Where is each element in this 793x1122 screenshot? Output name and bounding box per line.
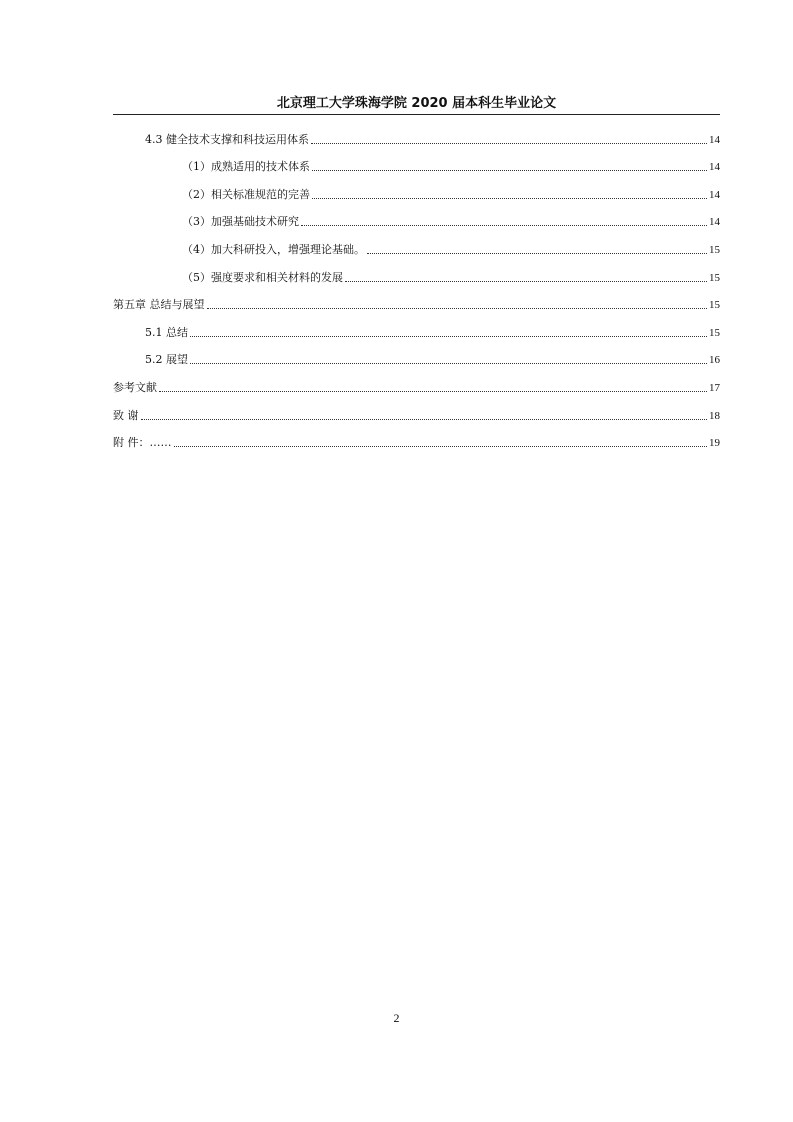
toc-entry[interactable] [113, 202, 720, 230]
toc-leader-dots [311, 142, 707, 144]
toc-leader-dots [159, 390, 707, 392]
toc-entry-page: 18 [709, 409, 720, 422]
toc-entry-page: 14 [709, 133, 720, 146]
toc-entry-page: 15 [709, 271, 720, 284]
toc-leader-dots [312, 197, 707, 199]
toc-leader-dots [190, 335, 707, 337]
toc-entry-title: （3）加强基础技术研究 [182, 215, 299, 229]
toc-entry-page: 14 [709, 216, 720, 229]
toc-entry-title: （1）成熟适用的技术体系 [182, 160, 310, 174]
toc-entry-page: 15 [709, 299, 720, 312]
toc-entry[interactable] [113, 340, 720, 368]
page-number: 2 [393, 1011, 400, 1025]
toc-entry[interactable] [113, 174, 720, 202]
toc-entry[interactable] [113, 285, 720, 313]
toc-entry-title: 附 件：…… [113, 436, 172, 450]
toc-entry-page: 15 [709, 326, 720, 339]
toc-entry-title: 参考文献 [113, 380, 157, 394]
running-header [113, 92, 720, 115]
toc-leader-dots [367, 252, 707, 254]
toc-entry-title: （2）相关标准规范的完善 [182, 187, 310, 201]
toc-entry-page: 15 [709, 243, 720, 256]
toc-entry-title: 5.2 展望 [145, 353, 188, 367]
toc-entry-page: 17 [709, 381, 720, 394]
toc-leader-dots [301, 224, 707, 226]
toc-entry-title: 第五章 总结与展望 [113, 298, 205, 312]
toc-leader-dots [174, 445, 708, 447]
toc-leader-dots [207, 307, 708, 309]
toc-leader-dots [190, 362, 707, 364]
toc-entry[interactable] [113, 119, 720, 147]
toc-entry-title: 5.1 总结 [145, 325, 188, 339]
toc-leader-dots [141, 418, 708, 420]
toc-entry[interactable] [113, 229, 720, 257]
toc-entry[interactable] [113, 147, 720, 175]
toc-entry-title: （4）加大科研投入，增强理论基础。 [182, 242, 365, 256]
header-title: 北京理工大学珠海学院 2020 届本科生毕业论文 [276, 96, 557, 111]
toc-entry[interactable] [113, 367, 720, 395]
toc-entry[interactable] [113, 423, 720, 451]
toc-entry-page: 19 [709, 437, 720, 450]
toc-entry-title: （5）强度要求和相关材料的发展 [182, 270, 343, 284]
toc-entry[interactable] [113, 257, 720, 285]
table-of-contents [113, 119, 720, 450]
toc-entry-title: 致 谢 [113, 408, 139, 422]
toc-entry-page: 16 [709, 354, 720, 367]
toc-entry-page: 14 [709, 161, 720, 174]
toc-leader-dots [312, 169, 707, 171]
toc-entry[interactable] [113, 312, 720, 340]
toc-entry[interactable] [113, 395, 720, 423]
toc-entry-title: 4.3 健全技术支撑和科技运用体系 [145, 132, 309, 146]
toc-entry-page: 14 [709, 188, 720, 201]
toc-leader-dots [345, 280, 707, 282]
